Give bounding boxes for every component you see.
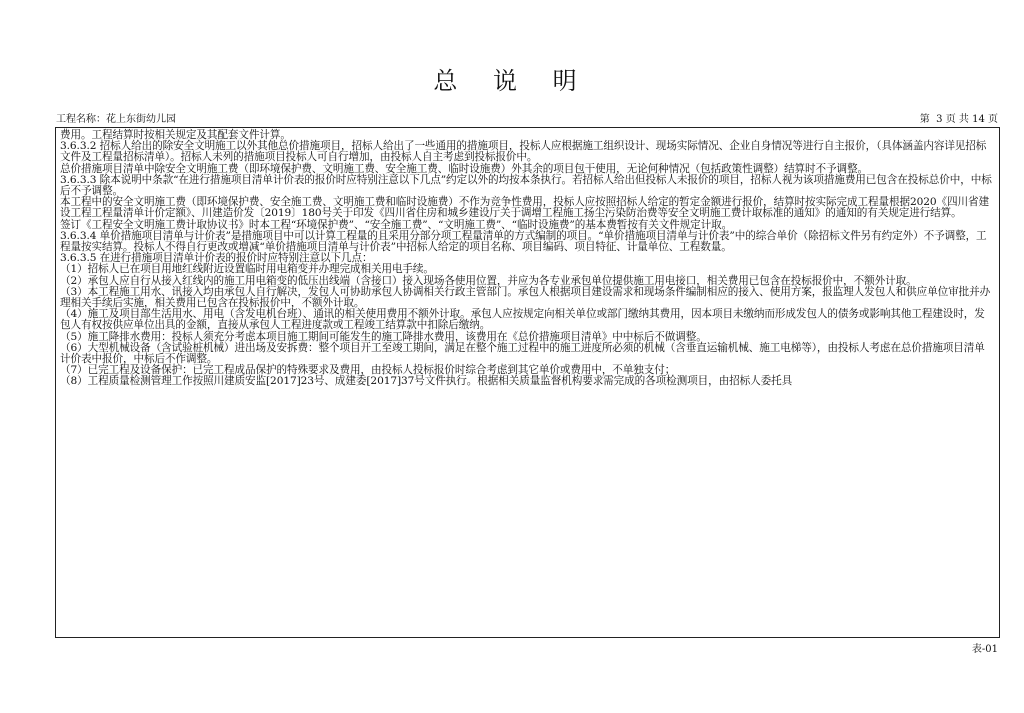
paragraph: 总价措施项目清单中除安全文明施工费（即环境保护费、文明施工费、安全施工费、临时设施费）外其余的项目包干使用，无论何种情况（包括政策性调整）结算时不予调整。 <box>60 162 869 175</box>
paragraph: 本工程中的安全文明施工费（即环境保护费、安全施工费、文明施工费和临时设施费）不作为竞争性费用，投标人应按照招标人给定的暂定金额进行报价，结算时按实际完成工程量根据2020《四川省建设工程工程量清单计价定额》、川建造价发〔2019〕180号关于印发《四川省住房和城乡建设厅关于调增工程施工扬尘污染防治费等安全文明施工费计取标准的通知》的通知的有关规定进行结算。 <box>60 196 990 220</box>
paragraph: （2）承包人应自行从接入红线内的施工用电箱变的低压出线端（含接口）接入现场各使用位置，并应为各专业承包单位提供施工用电接口，相关费用已包含在投标报价中，不额外计取。 <box>60 274 917 287</box>
page-total: 14 <box>972 114 985 125</box>
page-current: 3 <box>936 114 943 125</box>
page-prefix: 第 <box>919 114 930 125</box>
paragraph: 签订《工程安全文明施工费计取协议书》时本工程“环境保护费”、“安全施工费”、“文明施工费”、“临时设施费”的基本费暂按有关文件规定计取。 <box>60 218 733 231</box>
paragraph: （4）施工及项目部生活用水、用电（含发电机台班）、通讯的相关使用费用不额外计取。承包人应按规定向相关单位或部门缴纳其费用，因本项目未缴纳而形成发包人的债务或影响其他工程建设时，发包人有权按供应单位出具的金额，直接从承包人工程进度款或工程竣工结算款中扣除后缴纳。 <box>60 308 985 332</box>
paragraph: 3.6.3.5 在进行措施项目清单计价表的报价时应特别注意以下几点： <box>60 252 373 265</box>
paragraph: 3.6.3.4 单价措施项目清单与计价表”是措施项目中可以计算工程量的且采用分部分项工程量清单的方式编制的项目。“单价措施项目清单与计价表”中的综合单价（除招标文件另有约定外）不予调整，工程量按实结算。投标人不得自行更改或增减“单价措施项目清单与计价表”中招标人给定的项目名称、项目编码、项目特征、计量单位、工程数量。 <box>60 229 987 254</box>
paragraph: 3.6.3.3 除本说明中条款“在进行措施项目清单计价表的报价时应特别注意以下几点”约定以外的均按本条执行。若招标人给出但投标人未报价的项目，招标人视为该项措施费用已包含在投标总价中，中标后不予调整。 <box>60 173 992 198</box>
document-title: 总 说 明 <box>433 67 591 95</box>
paragraph: （6）大型机械设备（含试验桩机械）进出场及安拆费：整个项目开工至竣工期间，满足在整个施工过程中的施工进度所必须的机械（含垂直运输机械、施工电梯等），由投标人考虑在总价措施项目清单计价表中报价，中标后不作调整。 <box>60 341 985 366</box>
header-meta-row <box>56 112 998 128</box>
content-frame <box>55 127 1000 638</box>
body-text <box>60 130 995 388</box>
page-mid: 页 共 <box>945 114 969 125</box>
paragraph: （1）招标人已在项目用地红线附近设置临时用电箱变并办理完成相关用电手续。 <box>60 263 434 276</box>
form-code: 表-01 <box>971 644 998 655</box>
paragraph: 3.6.3.2 招标人给出的除安全文明施工以外其他总价措施项目，招标人给出了一些通用的措施项目，投标人应根据施工组织设计、现场实际情况、企业自身情况等进行自主报价，（具体涵盖内容详见招标文件及工程量招标清单）。招标人未列的措施项目投标人可自行增加，由投标人自主考虑到投标报价中。 <box>60 140 987 164</box>
paragraph: （7）已完工程及设备保护：已完工程成品保护的特殊要求及费用，由投标人投标报价时综合考虑到其它单价或费用中，不单独支付； <box>60 364 676 377</box>
project-name: 工程名称：花上东街幼儿园 <box>56 114 176 125</box>
paragraph: （5）施工降排水费用：投标人须充分考虑本项目施工期间可能发生的施工降排水费用，该费用在《总价措施项目清单》中中标后不做调整。 <box>60 330 707 343</box>
page-suffix: 页 <box>988 114 998 125</box>
paragraph: （8）工程质量检测管理工作按照川建质安监[2017]23号、成建委[2017]37号文件执行。根据相关质量监督机构要求需完成的各项检测项目，由招标人委托具 <box>60 375 793 388</box>
page-indicator <box>920 112 998 128</box>
paragraph: 费用。工程结算时按相关规定及其配套文件计算。 <box>60 129 291 141</box>
paragraph: （3）本工程施工用水、讯接入均由承包人自行解决，发包人可协助承包人协调相关行政主管部门。承包人根据项目建设需求和现场条件编制相应的接入、使用方案，报监理人发包人和供应单位审批并办理相关手续后实施，相关费用已包含在投标报价中，不额外计取。 <box>60 285 991 310</box>
